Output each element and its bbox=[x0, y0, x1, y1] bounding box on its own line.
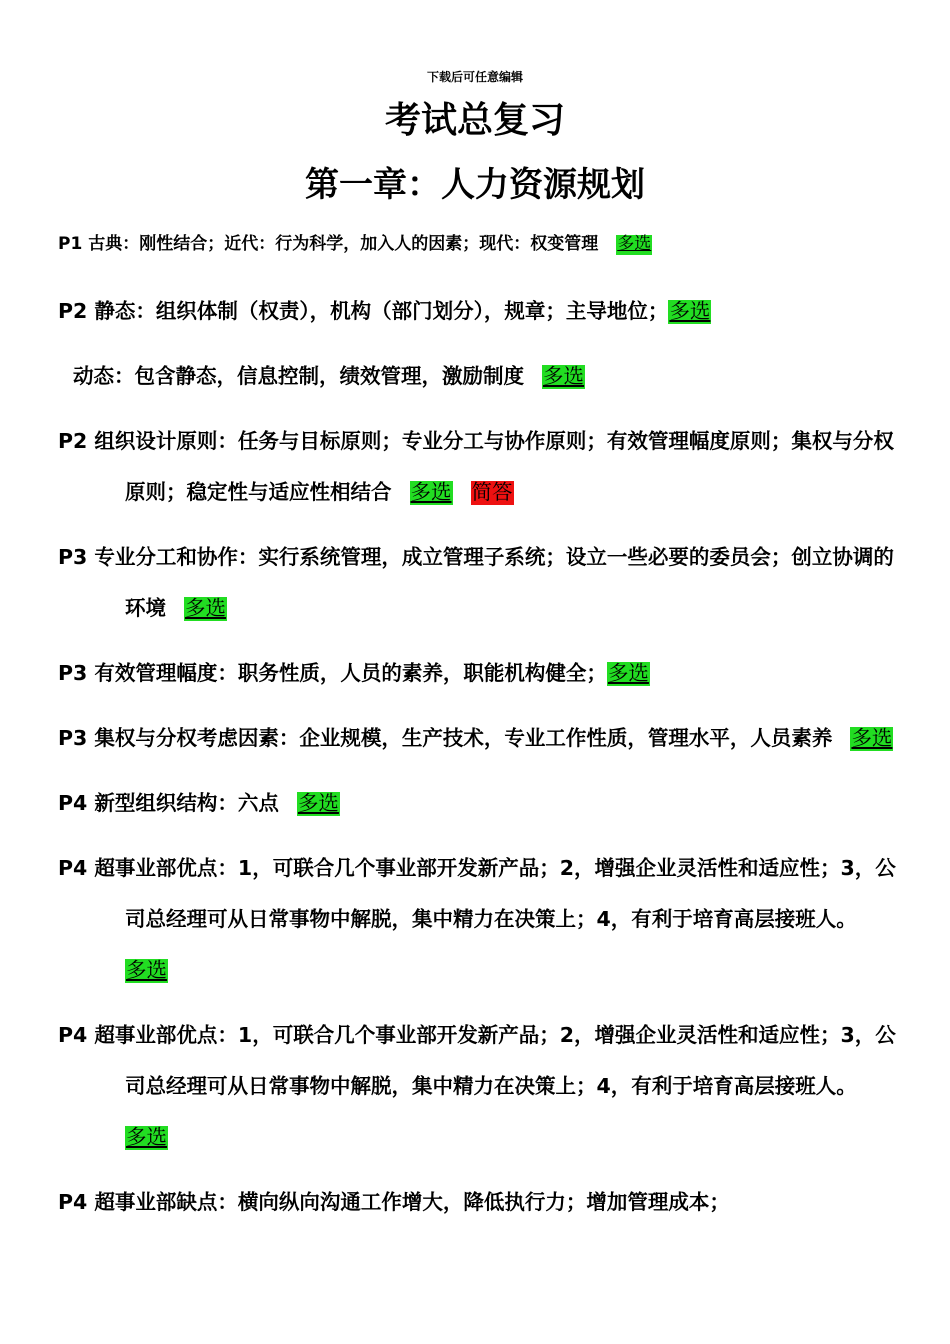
multi-choice-tag: 多选 bbox=[410, 480, 452, 504]
note-text: P4 超事业部缺点：横向纵向沟通工作增大，降低执行力；增加管理成本； bbox=[58, 1190, 730, 1214]
note-text: P2 组织设计原则：任务与目标原则；专业分工与协作原则；有效管理幅度原则；集权与分权原则；稳定性与适应性相结合 bbox=[58, 429, 894, 504]
note-text: P3 有效管理幅度：职务性质，人员的素养，职能机构健全； bbox=[58, 661, 607, 685]
note-item bbox=[58, 1010, 898, 1163]
multi-choice-tag: 多选 bbox=[297, 791, 339, 815]
note-text: P2 静态：组织体制（权责），机构（部门划分），规章；主导地位； bbox=[58, 299, 669, 323]
note-text: P3 集权与分权考虑因素：企业规模，生产技术，专业工作性质，管理水平，人员素养 bbox=[58, 726, 833, 750]
note-item bbox=[58, 351, 898, 402]
note-text: P3 专业分工和协作：实行系统管理，成立管理子系统；设立一些必要的委员会；创立协调的环境 bbox=[58, 545, 894, 620]
notes-list bbox=[58, 220, 898, 1228]
multi-choice-tag: 多选 bbox=[607, 661, 649, 685]
multi-choice-tag: 多选 bbox=[669, 299, 711, 323]
multi-choice-tag: 多选 bbox=[126, 958, 167, 982]
note-item bbox=[58, 778, 898, 829]
multi-choice-tag: 多选 bbox=[543, 364, 584, 388]
multi-choice-tag: 多选 bbox=[851, 726, 893, 750]
note-item bbox=[58, 843, 898, 996]
note-item bbox=[58, 286, 898, 337]
short-answer-tag: 简答 bbox=[471, 480, 513, 504]
chapter-title: 第一章：人力资源规划 bbox=[305, 165, 645, 205]
note-text: P1 古典：刚性结合；近代：行为科学，加入人的因素；现代：权变管理 bbox=[58, 234, 599, 254]
multi-choice-tag: 多选 bbox=[126, 1125, 167, 1149]
page-title: 考试总复习 bbox=[384, 100, 565, 141]
note-text: P4 超事业部优点：1，可联合几个事业部开发新产品；2，增强企业灵活性和适应性；3，公司总经理可从日常事物中解脱，集中精力在决策上；4，有利于培育高层接班人。 bbox=[58, 1023, 896, 1098]
note-item bbox=[58, 416, 898, 518]
note-item bbox=[58, 220, 898, 268]
multi-choice-tag: 多选 bbox=[185, 596, 226, 620]
note-text: 动态：包含静态，信息控制，绩效管理，激励制度 bbox=[73, 364, 524, 388]
note-text: P4 新型组织结构：六点 bbox=[58, 791, 279, 815]
multi-choice-tag: 多选 bbox=[617, 234, 652, 254]
header-note: 下载后可任意编辑 bbox=[426, 70, 523, 84]
note-item bbox=[58, 1177, 898, 1228]
note-item bbox=[58, 713, 898, 764]
note-item bbox=[58, 648, 898, 699]
note-text: P4 超事业部优点：1，可联合几个事业部开发新产品；2，增强企业灵活性和适应性；3，公司总经理可从日常事物中解脱，集中精力在决策上；4，有利于培育高层接班人。 bbox=[58, 856, 896, 931]
note-item bbox=[58, 532, 898, 634]
